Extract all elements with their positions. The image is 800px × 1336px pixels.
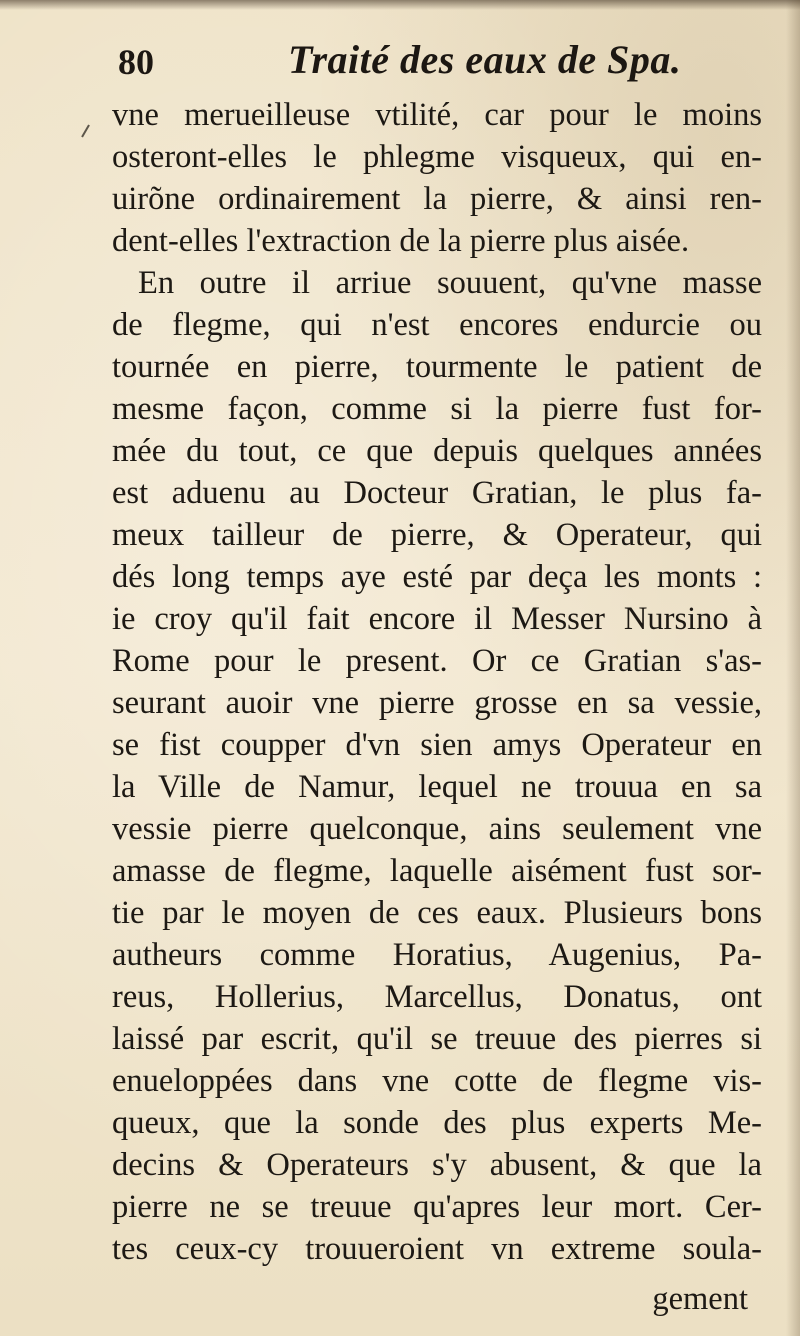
text-line: dent-elles l'extraction de la pierre plus aisée.: [112, 223, 690, 259]
text-line: seurant auoir vne pierre grosse en sa vessie,: [112, 685, 762, 721]
text-line: meux tailleur de pierre, & Operateur, qui: [112, 517, 762, 553]
page-number: 80: [118, 42, 154, 82]
text-line: osteront-elles le phlegme visqueux, qui en-: [112, 139, 762, 175]
catchword: gement: [652, 1281, 748, 1317]
text-line: ie croy qu'il fait encore il Messer Nursino à: [112, 601, 762, 637]
running-title: Traité des eaux de Spa.: [288, 37, 682, 82]
page-top-shadow: [0, 0, 800, 10]
text-line: dés long temps aye esté par deça les monts :: [112, 559, 762, 595]
text-line: En outre il arriue souuent, qu'vne masse: [138, 265, 762, 301]
text-line: decins & Operateurs s'y abusent, & que la: [112, 1147, 762, 1183]
text-line: queux, que la sonde des plus experts Me-: [112, 1105, 762, 1141]
text-line: vne merueilleuse vtilité, car pour le moins: [112, 97, 762, 133]
running-head: [118, 36, 758, 92]
text-line: se fist coupper d'vn sien amys Operateur en: [112, 727, 762, 763]
text-line: autheurs comme Horatius, Augenius, Pa-: [112, 937, 762, 973]
text-line: vessie pierre quelconque, ains seulement vne: [112, 811, 762, 847]
text-line: mesme façon, comme si la pierre fust for-: [112, 391, 762, 427]
page-right-shadow: [786, 0, 800, 1336]
text-line: uirõne ordinairement la pierre, & ainsi ren-: [112, 181, 762, 217]
text-line: enueloppées dans vne cotte de flegme vis-: [112, 1063, 762, 1099]
text-line: tournée en pierre, tourmente le patient de: [112, 349, 762, 385]
ink-mark: [81, 124, 97, 141]
text-line: laissé par escrit, qu'il se treuue des pierres si: [112, 1021, 762, 1057]
text-line: mée du tout, ce que depuis quelques années: [112, 433, 762, 469]
text-line: tie par le moyen de ces eaux. Plusieurs bons: [112, 895, 762, 931]
text-line: pierre ne se treuue qu'apres leur mort. Cer-: [112, 1189, 762, 1225]
text-line: de flegme, qui n'est encores endurcie ou: [112, 307, 762, 343]
text-line: Rome pour le present. Or ce Gratian s'as-: [112, 643, 762, 679]
text-line: reus, Hollerius, Marcellus, Donatus, ont: [112, 979, 762, 1015]
text-line: est aduenu au Docteur Gratian, le plus fa-: [112, 475, 762, 511]
text-line: la Ville de Namur, lequel ne trouua en sa: [112, 769, 762, 805]
text-line: tes ceux-cy trouueroient vn extreme soula-: [112, 1231, 762, 1267]
text-line: amasse de flegme, laquelle aisément fust sor-: [112, 853, 762, 889]
body-text: [112, 94, 762, 1270]
